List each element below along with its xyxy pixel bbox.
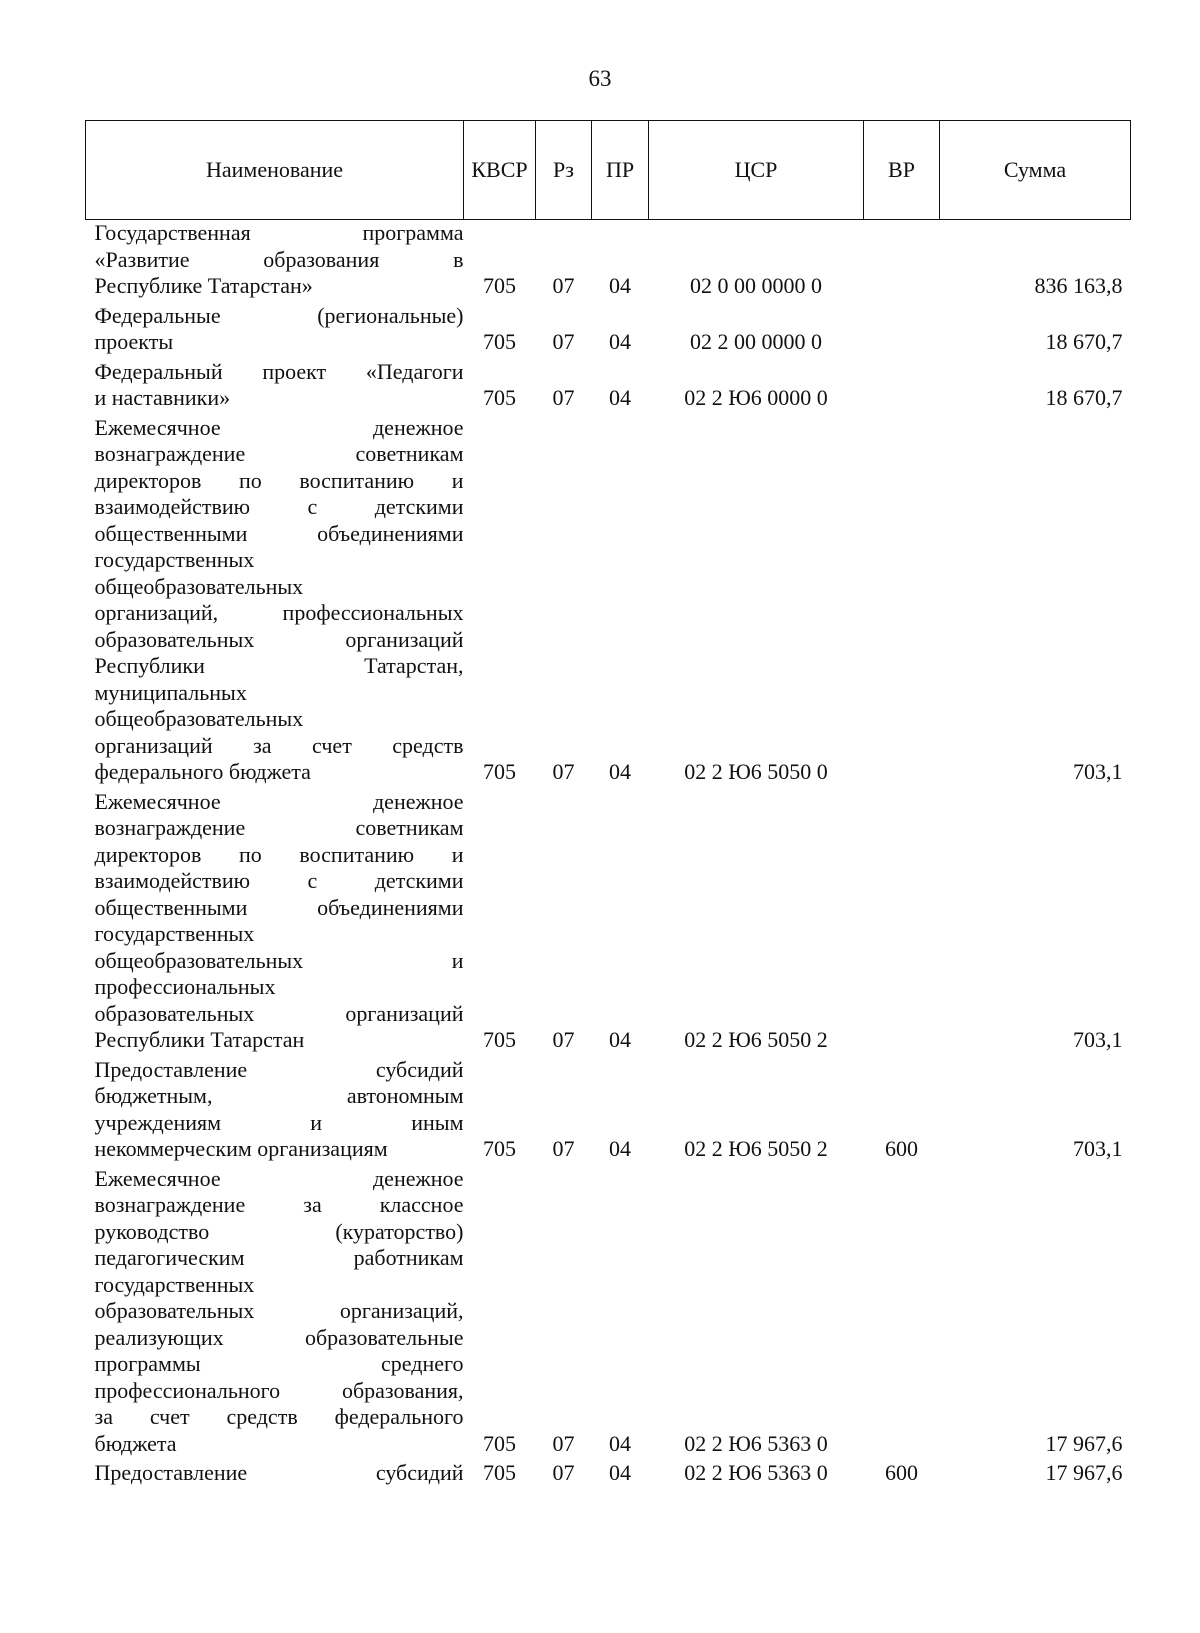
- row-name-cell: [86, 1457, 464, 1487]
- name-line: вознаграждение советникам: [94, 441, 464, 466]
- name-line: Предоставление субсидий: [94, 1056, 464, 1082]
- header-kvsr: КВСР: [464, 121, 536, 220]
- name-line: за счет средств федерального: [94, 1404, 464, 1429]
- name-line: «Развитие образования в: [94, 246, 464, 272]
- row-name-cell: [86, 356, 464, 412]
- name-line: педагогическим работникам: [94, 1245, 464, 1270]
- row-kvsr-cell: 705: [483, 1430, 516, 1456]
- name-line: общеобразовательных и: [94, 947, 464, 973]
- name-last-line: федерального бюджета: [94, 759, 311, 784]
- row-rz-cell: 07: [552, 1460, 575, 1485]
- row-kvsr-cell: 705: [483, 385, 516, 410]
- row-vr-cell: [864, 220, 940, 300]
- row-sum-cell: 836 163,8: [1034, 273, 1123, 298]
- row-sum-cell: 17 967,6: [1045, 1460, 1123, 1485]
- row-vr-cell: 600: [885, 1460, 918, 1485]
- name-last-line: бюджета: [94, 1430, 177, 1456]
- name-line: образовательных организаций,: [94, 1298, 464, 1323]
- row-csr-cell: 02 2 Ю6 5050 2: [684, 1027, 828, 1052]
- row-name-cell: [86, 1054, 464, 1163]
- name-last-line: Республики Татарстан: [94, 1027, 305, 1052]
- row-name-cell: [86, 1163, 464, 1458]
- name-line: учреждениям и иным: [94, 1109, 464, 1135]
- table-row: [86, 1457, 1131, 1487]
- row-csr-cell: 02 0 00 0000 0: [690, 273, 822, 298]
- name-line: государственных: [94, 547, 255, 572]
- row-sum-cell: 703,1: [1073, 1027, 1123, 1052]
- header-vr: ВР: [864, 121, 940, 220]
- name-line: организаций, профессиональных: [94, 600, 464, 625]
- budget-table: [85, 120, 1131, 1487]
- name-line: директоров по воспитанию и: [94, 467, 464, 493]
- row-name-cell: [86, 412, 464, 786]
- row-rz-cell: 07: [552, 759, 575, 784]
- row-csr-cell: 02 2 00 0000 0: [690, 329, 822, 354]
- name-line: общеобразовательных: [94, 573, 304, 599]
- row-sum-cell: 703,1: [1073, 1136, 1123, 1161]
- row-pr-cell: 04: [609, 385, 631, 410]
- header-csr: ЦСР: [649, 121, 864, 220]
- name-last-line: и наставники»: [94, 385, 231, 410]
- name-last-line: Предоставление субсидий: [94, 1460, 464, 1485]
- name-line: вознаграждение за классное: [94, 1192, 464, 1217]
- row-vr-cell: [864, 1163, 940, 1458]
- name-line: Ежемесячное денежное: [94, 788, 464, 814]
- header-pr: ПР: [592, 121, 649, 220]
- row-csr-cell: 02 2 Ю6 5363 0: [684, 1430, 828, 1456]
- name-last-line: проекты: [94, 329, 174, 354]
- row-csr-cell: 02 2 Ю6 5363 0: [684, 1460, 828, 1485]
- name-line: общественными объединениями: [94, 520, 464, 546]
- row-rz-cell: 07: [552, 1136, 575, 1161]
- name-last-line: Республике Татарстан»: [94, 273, 313, 298]
- table-row: [86, 412, 1131, 786]
- row-vr-cell: [864, 412, 940, 786]
- table-header-row: [86, 121, 1131, 220]
- row-pr-cell: 04: [609, 1430, 631, 1456]
- name-line: организаций за счет средств: [94, 732, 464, 758]
- table-body: [86, 220, 1131, 1487]
- name-line: руководство (кураторство): [94, 1218, 464, 1244]
- table-row: [86, 1054, 1131, 1163]
- name-line: Республики Татарстан,: [94, 653, 464, 678]
- table-row: [86, 300, 1131, 356]
- row-rz-cell: 07: [552, 385, 575, 410]
- row-name-cell: [86, 220, 464, 300]
- row-rz-cell: 07: [552, 1430, 575, 1456]
- name-line: государственных: [94, 1271, 255, 1297]
- row-pr-cell: 04: [609, 1136, 631, 1161]
- name-line: программы среднего: [94, 1351, 464, 1376]
- name-line: профессионального образования,: [94, 1377, 464, 1403]
- row-rz-cell: 07: [552, 1027, 575, 1052]
- row-sum-cell: 17 967,6: [1045, 1430, 1123, 1456]
- name-line: Федеральные (региональные): [94, 302, 464, 328]
- row-pr-cell: 04: [609, 273, 631, 298]
- row-kvsr-cell: 705: [483, 273, 516, 298]
- name-line: муниципальных: [94, 679, 247, 705]
- row-pr-cell: 04: [609, 759, 631, 784]
- row-csr-cell: 02 2 Ю6 0000 0: [684, 385, 828, 410]
- name-line: Ежемесячное денежное: [94, 1165, 464, 1191]
- header-rz: Рз: [536, 121, 592, 220]
- row-csr-cell: 02 2 Ю6 5050 0: [684, 759, 828, 784]
- name-line: бюджетным, автономным: [94, 1083, 464, 1108]
- row-rz-cell: 07: [552, 329, 575, 354]
- row-pr-cell: 04: [609, 329, 631, 354]
- row-kvsr-cell: 705: [483, 1027, 516, 1052]
- header-sum: Сумма: [940, 121, 1131, 220]
- name-line: образовательных организаций: [94, 626, 464, 652]
- row-name-cell: [86, 786, 464, 1054]
- name-line: профессиональных: [94, 974, 276, 999]
- name-line: общественными объединениями: [94, 894, 464, 920]
- name-line: реализующих образовательные: [94, 1324, 464, 1350]
- row-sum-cell: 18 670,7: [1045, 385, 1123, 410]
- row-kvsr-cell: 705: [483, 1136, 516, 1161]
- name-line: взаимодействию с детскими: [94, 494, 464, 519]
- row-vr-cell: [864, 300, 940, 356]
- row-kvsr-cell: 705: [483, 759, 516, 784]
- page-number: 63: [588, 66, 612, 91]
- row-kvsr-cell: 705: [483, 329, 516, 354]
- row-vr-cell: [864, 786, 940, 1054]
- row-pr-cell: 04: [609, 1027, 631, 1052]
- name-line: государственных: [94, 921, 255, 946]
- name-line: образовательных организаций: [94, 1000, 464, 1026]
- row-sum-cell: 703,1: [1073, 759, 1123, 784]
- name-line: взаимодействию с детскими: [94, 868, 464, 893]
- row-rz-cell: 07: [552, 273, 575, 298]
- header-name: Наименование: [86, 121, 464, 220]
- name-line: вознаграждение советникам: [94, 815, 464, 840]
- table-row: [86, 356, 1131, 412]
- name-line: Государственная программа: [94, 220, 464, 245]
- name-line: Федеральный проект «Педагоги: [94, 358, 464, 384]
- name-line: общеобразовательных: [94, 706, 304, 731]
- row-kvsr-cell: 705: [483, 1460, 516, 1485]
- row-vr-cell: [864, 356, 940, 412]
- table-row: [86, 220, 1131, 300]
- row-vr-cell: 600: [885, 1136, 918, 1161]
- name-line: Ежемесячное денежное: [94, 414, 464, 440]
- row-pr-cell: 04: [609, 1460, 631, 1485]
- row-sum-cell: 18 670,7: [1045, 329, 1123, 354]
- name-last-line: некоммерческим организациям: [94, 1136, 388, 1161]
- row-csr-cell: 02 2 Ю6 5050 2: [684, 1136, 828, 1161]
- table-row: [86, 1163, 1131, 1458]
- name-line: директоров по воспитанию и: [94, 841, 464, 867]
- row-name-cell: [86, 300, 464, 356]
- table-row: [86, 786, 1131, 1054]
